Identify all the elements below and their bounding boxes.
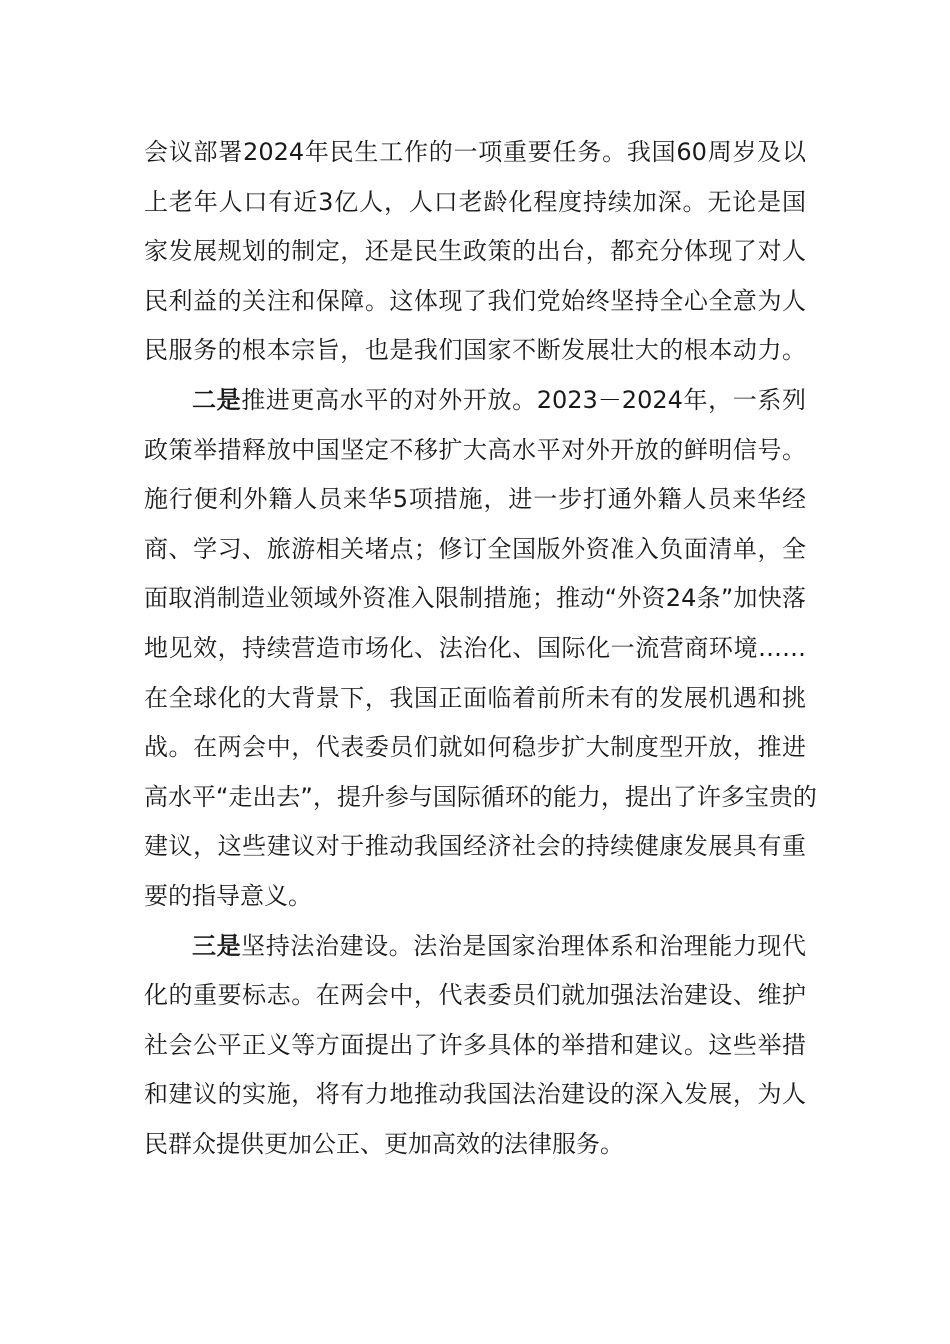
text-line: 家发展规划的制定，还是民生政策的出台，都充分体现了对人 (144, 237, 806, 266)
text-line: 民服务的根本宗旨，也是我们国家不断发展壮大的根本动力。 (144, 336, 806, 365)
text-line: 地见效，持续营造市场化、法治化、国际化一流营商环境…… (144, 633, 806, 662)
text-line: 民群众提供更加公正、更加高效的法律服务。 (144, 1129, 624, 1158)
text-span: 坚持法治建设。法治是国家治理体系和治理能力现代 (241, 931, 807, 960)
document-page (144, 128, 817, 1169)
text-line: 社会公平正义等方面提出了许多具体的举措和建议。这些举措 (144, 1030, 806, 1059)
text-line: 上老年人口有近3亿人，人口老龄化程度持续加深。无论是国 (144, 187, 806, 216)
paragraph-lead: 二是 (192, 385, 242, 414)
paragraph-livelihood (144, 128, 806, 376)
text-line: 化的重要标志。在两会中，代表委员们就加强法治建设、维护 (144, 981, 806, 1010)
text-line: 战。在两会中，代表委员们就如何稳步扩大制度型开放，推进 (144, 733, 806, 762)
text-span: 推进更高水平的对外开放。2023－2024年，一系列 (241, 385, 807, 414)
text-line: 商、学习、旅游相关堵点；修订全国版外资准入负面清单，全 (144, 534, 806, 563)
text-line: 民利益的关注和保障。这体现了我们党始终坚持全心全意为人 (144, 286, 806, 315)
paragraph-opening-up (144, 376, 817, 922)
paragraph-rule-of-law (144, 922, 806, 1170)
text-line: 面取消制造业领域外资准入限制措施；推动“外资24条”加快落 (144, 584, 806, 613)
text-line: 在全球化的大背景下，我国正面临着前所未有的发展机遇和挑 (144, 683, 806, 712)
text-line (144, 922, 806, 972)
text-line: 建议，这些建议对于推动我国经济社会的持续健康发展具有重 (144, 832, 806, 861)
text-line: 政策举措释放中国坚定不移扩大高水平对外开放的鲜明信号。 (144, 435, 806, 464)
text-line: 和建议的实施，将有力地推动我国法治建设的深入发展，为人 (144, 1080, 806, 1109)
text-line: 高水平“走出去”，提升参与国际循环的能力，提出了许多宝贵的 (144, 782, 817, 811)
paragraph-lead: 三是 (192, 931, 242, 960)
text-line (144, 376, 806, 426)
text-line: 会议部署2024年民生工作的一项重要任务。我国60周岁及以 (144, 138, 806, 166)
text-line: 施行便利外籍人员来华5项措施，进一步打通外籍人员来华经 (144, 485, 806, 514)
text-line: 要的指导意义。 (144, 881, 312, 910)
